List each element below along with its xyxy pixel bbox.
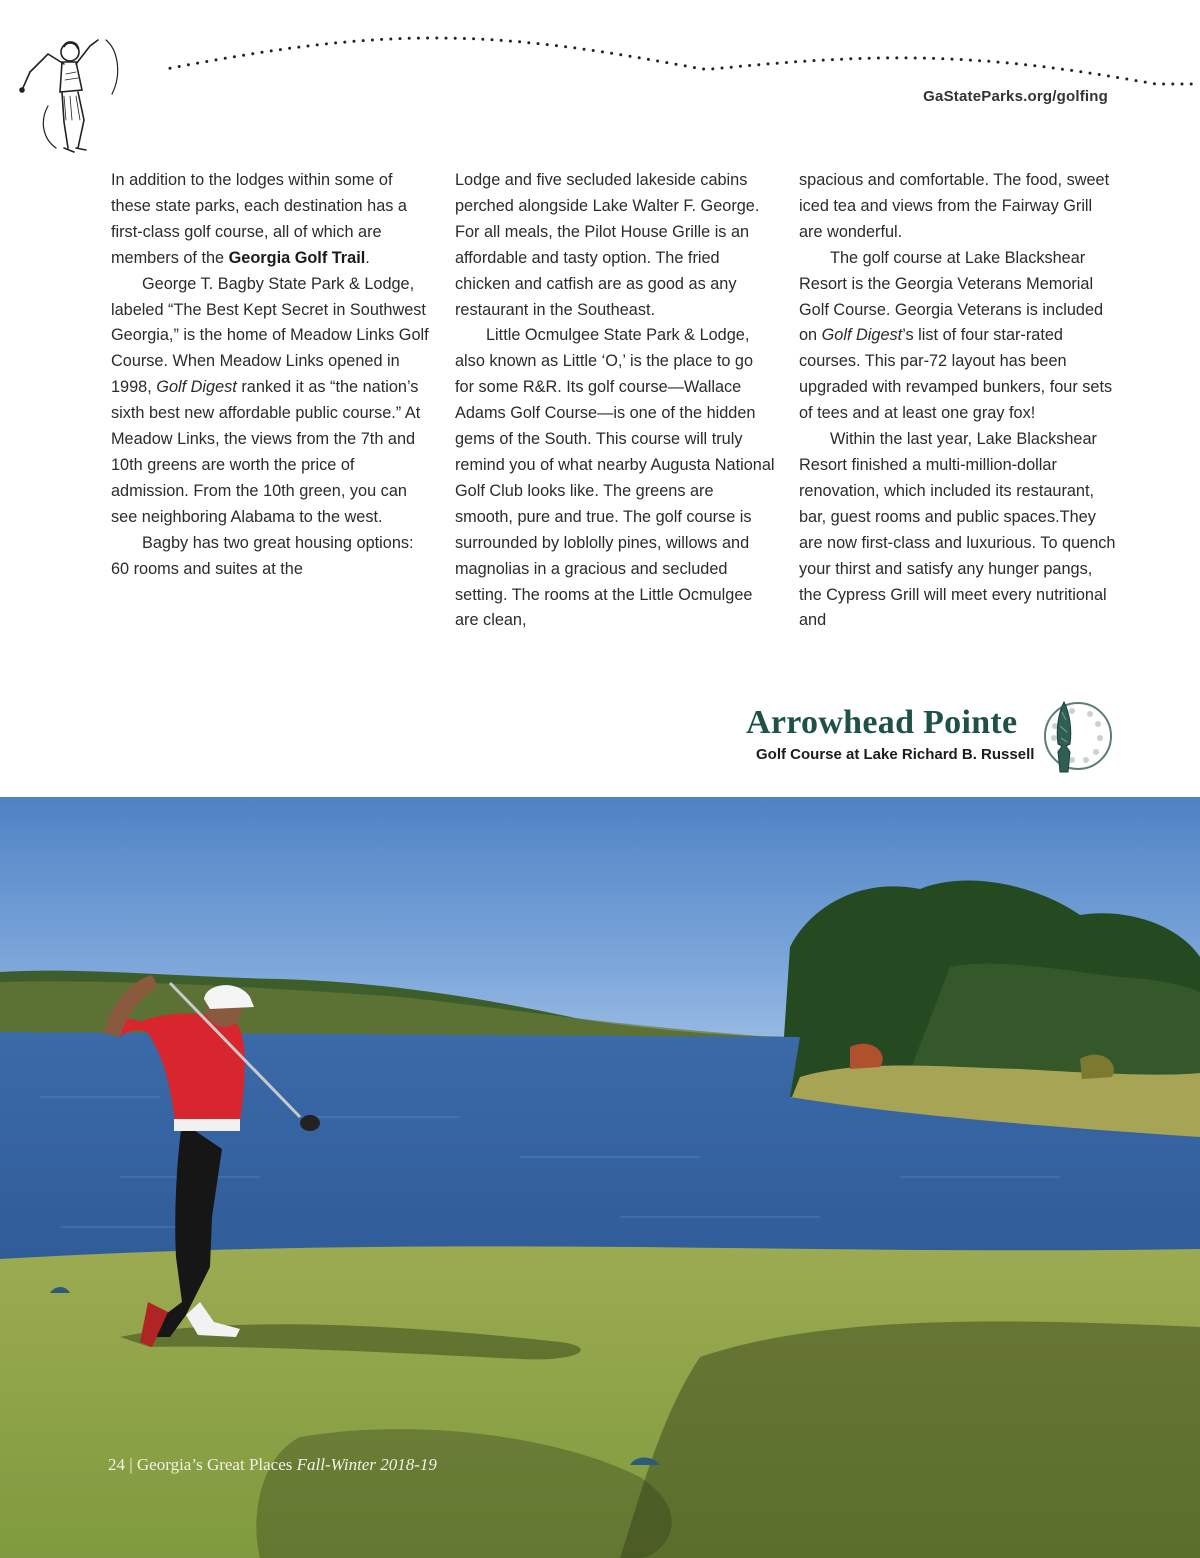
dot xyxy=(822,59,825,62)
text-run: The golf course at Lake Blackshear Resort is the Georgia Veterans Memorial Golf Course. Georgia Veterans is included on xyxy=(799,248,1104,345)
dot xyxy=(675,63,678,66)
dot xyxy=(288,47,291,50)
dot xyxy=(1153,82,1156,85)
text-run: In addition to the lodges within some of these state parks, each destination has a first-class golf course, all of which are members of the xyxy=(111,171,407,267)
paragraph xyxy=(799,246,1119,427)
dot xyxy=(380,38,383,41)
dot xyxy=(1144,81,1147,84)
dot xyxy=(537,42,540,45)
dot xyxy=(178,65,181,68)
text-column-2 xyxy=(455,168,775,634)
dot xyxy=(215,58,218,61)
logo-subtitle: Golf Course at Lake Richard B. Russell xyxy=(756,746,1035,763)
dot xyxy=(619,53,622,56)
dot xyxy=(969,59,972,62)
dot xyxy=(951,58,954,61)
dot xyxy=(702,68,705,71)
dot xyxy=(251,52,254,55)
dot xyxy=(583,48,586,51)
dot xyxy=(1015,62,1018,65)
dot xyxy=(840,58,843,61)
dot xyxy=(389,38,392,41)
page-number: 24 xyxy=(108,1455,125,1474)
folio-separator: | xyxy=(125,1455,137,1474)
dot xyxy=(813,59,816,62)
dot xyxy=(445,37,448,40)
dot xyxy=(987,60,990,63)
dot xyxy=(463,37,466,40)
dot xyxy=(997,61,1000,64)
dot xyxy=(408,37,411,40)
dot xyxy=(877,57,880,60)
publication-name: Georgia’s Great Places xyxy=(136,1455,297,1474)
paragraph xyxy=(111,168,431,272)
dot xyxy=(307,45,310,48)
dot xyxy=(730,66,733,69)
dot xyxy=(721,67,724,70)
dot xyxy=(1024,63,1027,66)
dot xyxy=(960,58,963,61)
dot xyxy=(224,57,227,60)
dot xyxy=(638,56,641,59)
dot xyxy=(647,58,650,61)
dot xyxy=(693,66,696,69)
bold-text: Georgia Golf Trail xyxy=(228,248,366,267)
dot xyxy=(849,57,852,60)
dot xyxy=(868,57,871,60)
dot xyxy=(711,67,714,70)
dot xyxy=(527,41,530,44)
dot xyxy=(500,39,503,42)
dot xyxy=(518,40,521,43)
dot xyxy=(297,46,300,49)
dot xyxy=(859,57,862,60)
dot xyxy=(748,64,751,67)
dot xyxy=(279,48,282,51)
dot xyxy=(564,45,567,48)
course-logo xyxy=(744,696,1116,782)
dot xyxy=(886,56,889,59)
logo-title: Arrowhead Pointe xyxy=(746,704,1018,741)
dot xyxy=(610,52,613,55)
dot xyxy=(362,39,365,42)
dot xyxy=(417,37,420,40)
dot xyxy=(196,62,199,65)
dot xyxy=(1043,65,1046,68)
dot xyxy=(941,57,944,60)
dot xyxy=(1181,83,1184,86)
dot xyxy=(1052,67,1055,70)
dot xyxy=(1006,61,1009,64)
dot xyxy=(794,60,797,63)
dot xyxy=(739,65,742,68)
dot xyxy=(1098,73,1101,76)
issue-name: Fall-Winter 2018-19 xyxy=(296,1455,437,1474)
page-folio xyxy=(108,1455,437,1475)
dot xyxy=(371,39,374,42)
dot xyxy=(1107,75,1110,78)
arrowhead-golf-ball-icon xyxy=(1040,696,1116,776)
dot xyxy=(426,37,429,40)
dot xyxy=(905,56,908,59)
paragraph: Lodge and five secluded lakeside cabins perched alongside Lake Walter F. George. For all meals, the Pilot House Grille is an affordable and tasty option. The fried chicken and catfish are as good as any restaurant in the Southeast. xyxy=(455,171,760,319)
dot xyxy=(1135,79,1138,82)
page-header xyxy=(0,0,1200,160)
dot xyxy=(665,61,668,64)
dot xyxy=(914,57,917,60)
photo-illustration xyxy=(0,797,1200,1558)
italic-text: Golf Digest xyxy=(821,326,903,345)
text-run: ’s list of four star-rated courses. This par-72 layout has been upgraded with revamped bunkers, four sets of tees and at least one gray fox! xyxy=(799,326,1113,423)
dot xyxy=(1190,83,1193,86)
dot xyxy=(785,61,788,64)
dot xyxy=(656,60,659,63)
paragraph: spacious and comfortable. The food, sweet iced tea and views from the Fairway Grill are wonderful. xyxy=(799,171,1110,241)
text-column-3 xyxy=(799,168,1119,634)
paragraph xyxy=(111,272,431,531)
text-run: ranked it as “the nation’s sixth best new affordable public course.” At Meadow Links, the views from the 7th and 10th greens are worth the price of admission. From the 10th green, you can see neighboring Alabama to the west. xyxy=(111,378,421,526)
golfer-sketch-icon xyxy=(18,30,128,160)
dot xyxy=(767,62,770,65)
dot xyxy=(555,44,558,47)
dot xyxy=(1162,83,1165,86)
dot xyxy=(261,51,264,54)
dot xyxy=(601,50,604,53)
dot xyxy=(334,41,337,44)
site-url[interactable]: GaStateParks.org/golfing xyxy=(923,88,1108,105)
dot xyxy=(546,43,549,46)
dot xyxy=(270,49,273,52)
paragraph: Within the last year, Lake Blackshear Resort finished a multi-million-dollar renovation, which included its restaurant, bar, guest rooms and public spaces.They are now first-class and luxurious. To quench your thirst and satisfy any hunger pangs, the Cypress Grill will meet every nutritional and xyxy=(799,430,1116,630)
dot xyxy=(1125,78,1128,81)
dot xyxy=(803,60,806,63)
dotted-swing-path xyxy=(160,28,1200,88)
text-column-1 xyxy=(111,168,431,583)
text-run: George T. Bagby State Park & Lodge, labeled “The Best Kept Secret in Southwest Georgia,” is the home of Meadow Links Golf Course. When Meadow Links opened in 1998, xyxy=(111,274,429,397)
dot xyxy=(573,46,576,49)
dot xyxy=(325,42,328,45)
dot xyxy=(776,62,779,65)
dot xyxy=(1116,76,1119,79)
paragraph: Bagby has two great housing options: 60 rooms and suites at the xyxy=(111,533,414,578)
golfer-lake-photo xyxy=(0,797,1200,1558)
dot xyxy=(399,37,402,40)
dot xyxy=(353,40,356,43)
dot xyxy=(472,37,475,40)
dot xyxy=(481,38,484,41)
dot xyxy=(435,37,438,40)
dot xyxy=(831,58,834,61)
dot xyxy=(205,60,208,63)
dot xyxy=(242,54,245,57)
dot xyxy=(233,55,236,58)
dot xyxy=(923,57,926,60)
dot xyxy=(1079,70,1082,73)
dot xyxy=(169,67,172,70)
dot xyxy=(978,59,981,62)
text-run: . xyxy=(365,248,370,267)
dot xyxy=(1171,83,1174,86)
paragraph: Little Ocmulgee State Park & Lodge, also known as Little ‘O,’ is the place to go for some R&R. Its golf course—Wallace Adams Golf Course—is one of the hidden gems of the South. This course will truly remind you of what nearby Augusta National Golf Club looks like. The greens are smooth, pure and true. The golf course is surrounded by loblolly pines, willows and magnolias in a gracious and secluded setting. The rooms at the Little Ocmulgee are clean, xyxy=(455,326,775,630)
dot xyxy=(757,63,760,66)
dot xyxy=(187,63,190,66)
dot xyxy=(629,55,632,58)
dot xyxy=(1061,68,1064,71)
dot xyxy=(491,38,494,41)
dot xyxy=(316,43,319,46)
dot xyxy=(454,37,457,40)
dot xyxy=(684,64,687,67)
dot xyxy=(592,49,595,52)
dot xyxy=(343,41,346,44)
dot xyxy=(1033,64,1036,67)
dot xyxy=(932,57,935,60)
italic-text: Golf Digest xyxy=(156,378,237,397)
article-body xyxy=(111,168,1116,638)
dot xyxy=(1070,69,1073,72)
dot xyxy=(1089,72,1092,75)
dot xyxy=(895,56,898,59)
dot xyxy=(509,40,512,43)
